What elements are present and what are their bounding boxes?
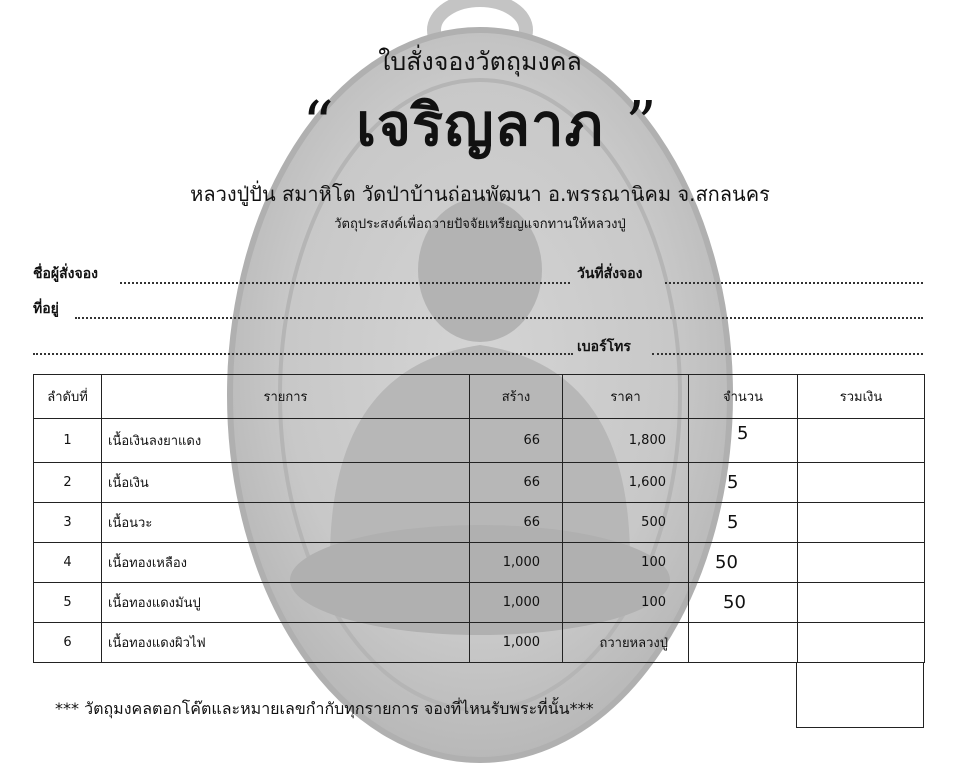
order-table xyxy=(33,374,925,663)
amulet-title xyxy=(0,78,960,171)
temple-line: หลวงปู่ปั่น สมาหิโต วัดป่าบ้านถ่อนพัฒนา อ.พรรณานิคม จ.สกลนคร xyxy=(190,182,770,206)
table-header-row xyxy=(34,375,925,419)
order-date-label: วันที่สั่งจอง xyxy=(577,266,643,282)
row-no: 6 xyxy=(34,623,102,663)
row-item: เนื้อเงิน xyxy=(102,463,470,503)
row-no: 3 xyxy=(34,503,102,543)
col-header-price: ราคา xyxy=(563,375,689,419)
row-price: 100 xyxy=(563,583,689,623)
row-made: 66 xyxy=(470,419,563,463)
row-qty[interactable]: 5 xyxy=(689,419,798,463)
close-quote: ” xyxy=(625,87,658,160)
table-row xyxy=(34,463,925,503)
col-header-made: สร้าง xyxy=(470,375,563,419)
orderer-field[interactable] xyxy=(120,282,570,284)
row-price: 1,600 xyxy=(563,463,689,503)
table-row xyxy=(34,419,925,463)
row-total[interactable] xyxy=(798,583,925,623)
col-header-no: ลำดับที่ xyxy=(34,375,102,419)
col-header-item: รายการ xyxy=(102,375,470,419)
row-item: เนื้อนวะ xyxy=(102,503,470,543)
row-no: 5 xyxy=(34,583,102,623)
order-form-subtitle: ใบสั่งจองวัตถุมงคล xyxy=(378,47,582,76)
row-no: 4 xyxy=(34,543,102,583)
row-total[interactable] xyxy=(798,623,925,663)
row-qty[interactable]: 5 xyxy=(689,503,798,543)
row-total[interactable] xyxy=(798,463,925,503)
row-price: 100 xyxy=(563,543,689,583)
row-item: เนื้อทองเหลือง xyxy=(102,543,470,583)
row-made: 66 xyxy=(470,503,563,543)
phone-label: เบอร์โทร xyxy=(577,339,631,355)
row-price: 500 xyxy=(563,503,689,543)
col-header-qty: จำนวน xyxy=(689,375,798,419)
address-field-line1[interactable] xyxy=(75,317,923,319)
row-item: เนื้อทองแดงมันปู xyxy=(102,583,470,623)
row-qty[interactable]: 5 xyxy=(689,463,798,503)
col-header-total: รวมเงิน xyxy=(798,375,925,419)
row-price: ถวายหลวงปู่ xyxy=(563,623,689,663)
table-row xyxy=(34,503,925,543)
row-no: 2 xyxy=(34,463,102,503)
address-label: ที่อยู่ xyxy=(33,301,59,317)
grand-total-box[interactable] xyxy=(796,662,924,728)
row-qty[interactable] xyxy=(689,623,798,663)
orderer-label: ชื่อผู้สั่งจอง xyxy=(33,266,98,282)
amulet-name: เจริญลาภ xyxy=(356,91,604,159)
row-total[interactable] xyxy=(798,419,925,463)
row-no: 1 xyxy=(34,419,102,463)
phone-field[interactable] xyxy=(652,353,923,355)
row-qty[interactable]: 50 xyxy=(689,583,798,623)
row-total[interactable] xyxy=(798,543,925,583)
row-qty[interactable]: 50 xyxy=(689,543,798,583)
row-total[interactable] xyxy=(798,503,925,543)
row-made: 1,000 xyxy=(470,623,563,663)
row-price: 1,800 xyxy=(563,419,689,463)
row-made: 1,000 xyxy=(470,543,563,583)
open-quote: “ xyxy=(302,87,335,160)
table-row xyxy=(34,623,925,663)
order-date-field[interactable] xyxy=(665,282,923,284)
row-made: 1,000 xyxy=(470,583,563,623)
table-row xyxy=(34,543,925,583)
footer-note: *** วัตถุมงคลตอกโค๊ตและหมายเลขกำกับทุกรายการ จองที่ไหนรับพระที่นั้น*** xyxy=(55,699,594,718)
row-item: เนื้อทองแดงผิวไฟ xyxy=(102,623,470,663)
table-row xyxy=(34,583,925,623)
purpose-line: วัตถุประสงค์เพื่อถวายปัจจัยเหรียญแจกทานให้หลวงปู่ xyxy=(334,217,626,232)
row-item: เนื้อเงินลงยาแดง xyxy=(102,419,470,463)
row-made: 66 xyxy=(470,463,563,503)
address-field-line2[interactable] xyxy=(33,353,573,355)
